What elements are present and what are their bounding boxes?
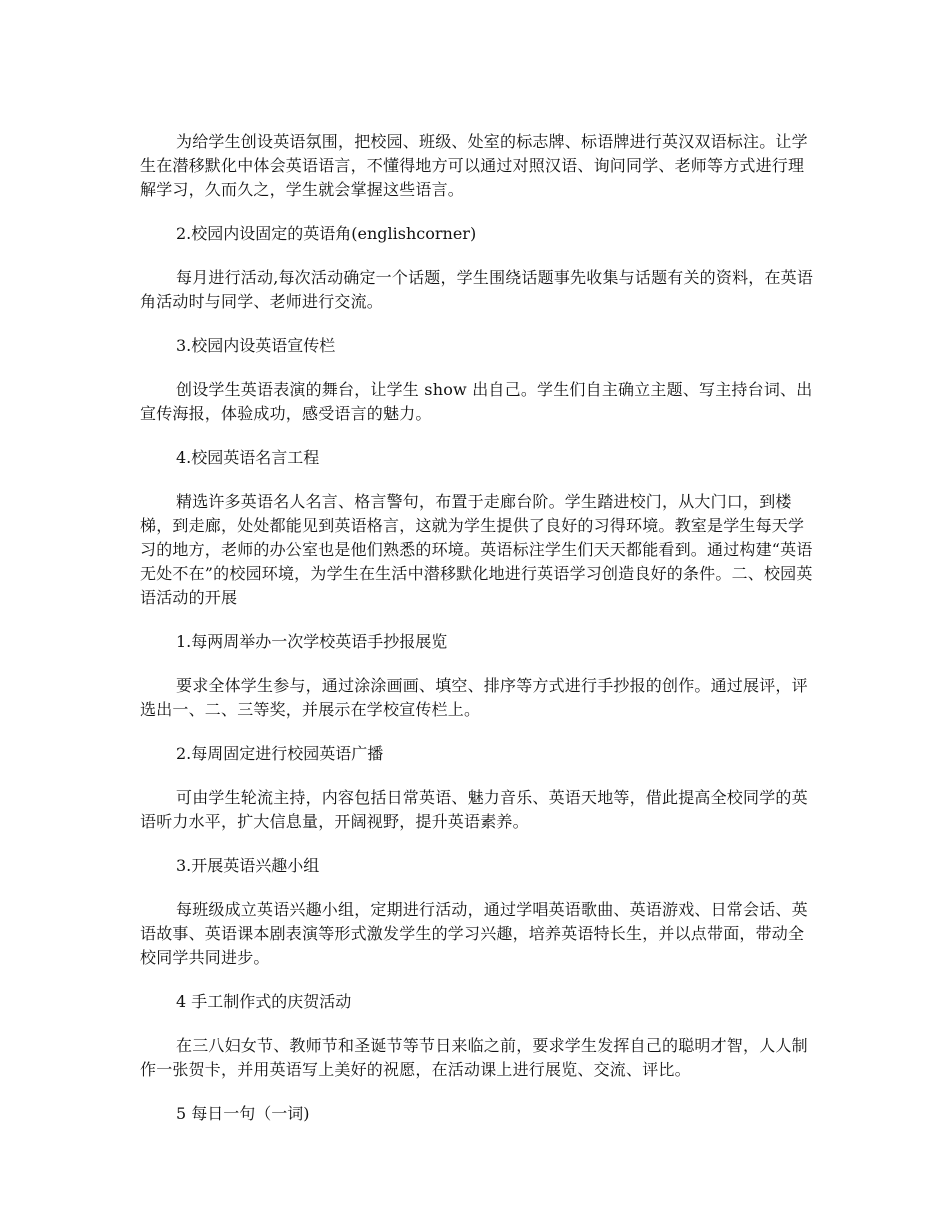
- heading-newspaper-exhibition: 1.每两周举办一次学校英语手抄报展览: [176, 632, 448, 651]
- document-body: [140, 130, 820, 1146]
- heading-bulletin-board: 3.校园内设英语宣传栏: [176, 336, 336, 355]
- heading-interest-group: 3.开展英语兴趣小组: [176, 856, 320, 875]
- paragraph-signage: 为给学生创设英语氛围，把校园、班级、处室的标志牌、标语牌进行英汉双语标注。让学生在潜移默化中体会英语语言，不懂得地方可以通过对照汉语、询问同学、老师等方式进行理解学习，久而久之，学生就会掌握这些语言。: [140, 132, 808, 199]
- heading-english-corner: 2.校园内设固定的英语角(englishcorner): [176, 224, 477, 243]
- heading-quotes-project: 4.校园英语名言工程: [176, 448, 320, 467]
- paragraph-handmade-celebration: 在三八妇女节、教师节和圣诞节等节日来临之前，要求学生发挥自己的聪明才智，人人制作一张贺卡，并用英语写上美好的祝愿，在活动课上进行展览、交流、评比。: [140, 1036, 808, 1079]
- paragraph-radio-broadcast: 可由学生轮流主持，内容包括日常英语、魅力音乐、英语天地等，借此提高全校同学的英语听力水平，扩大信息量，开阔视野，提升英语素养。: [140, 788, 808, 831]
- heading-daily-sentence: 5 每日一句（一词): [176, 1104, 310, 1123]
- paragraph-newspaper-exhibition: 要求全体学生参与，通过涂涂画画、填空、排序等方式进行手抄报的创作。通过展评，评选出一、二、三等奖，并展示在学校宣传栏上。: [140, 676, 808, 719]
- paragraph-english-corner: 每月进行活动,每次活动确定一个话题，学生围绕话题事先收集与话题有关的资料，在英语角活动时与同学、老师进行交流。: [140, 268, 814, 311]
- heading-handmade-celebration: 4 手工制作式的庆贺活动: [176, 992, 352, 1011]
- heading-radio-broadcast: 2.每周固定进行校园英语广播: [176, 744, 384, 763]
- paragraph-interest-group: 每班级成立英语兴趣小组，定期进行活动，通过学唱英语歌曲、英语游戏、日常会话、英语故事、英语课本剧表演等形式激发学生的学习兴趣，培养英语特长生，并以点带面，带动全校同学共同进步。: [140, 900, 808, 967]
- paragraph-bulletin-board: 创设学生英语表演的舞台，让学生 show 出自己。学生们自主确立主题、写主持台词、出宣传海报，体验成功，感受语言的魅力。: [140, 380, 813, 423]
- paragraph-quotes-project: 精选许多英语名人名言、格言警句，布置于走廊台阶。学生踏进校门，从大门口，到楼梯，到走廊，处处都能见到英语格言，这就为学生提供了良好的习得环境。教室是学生每天学习的地方，老师的办公室也是他们熟悉的环境。英语标注学生们天天都能看到。通过构建“英语无处不在”的校园环境，为学生在生活中潜移默化地进行英语学习创造良好的条件。二、校园英语活动的开展: [140, 492, 813, 607]
